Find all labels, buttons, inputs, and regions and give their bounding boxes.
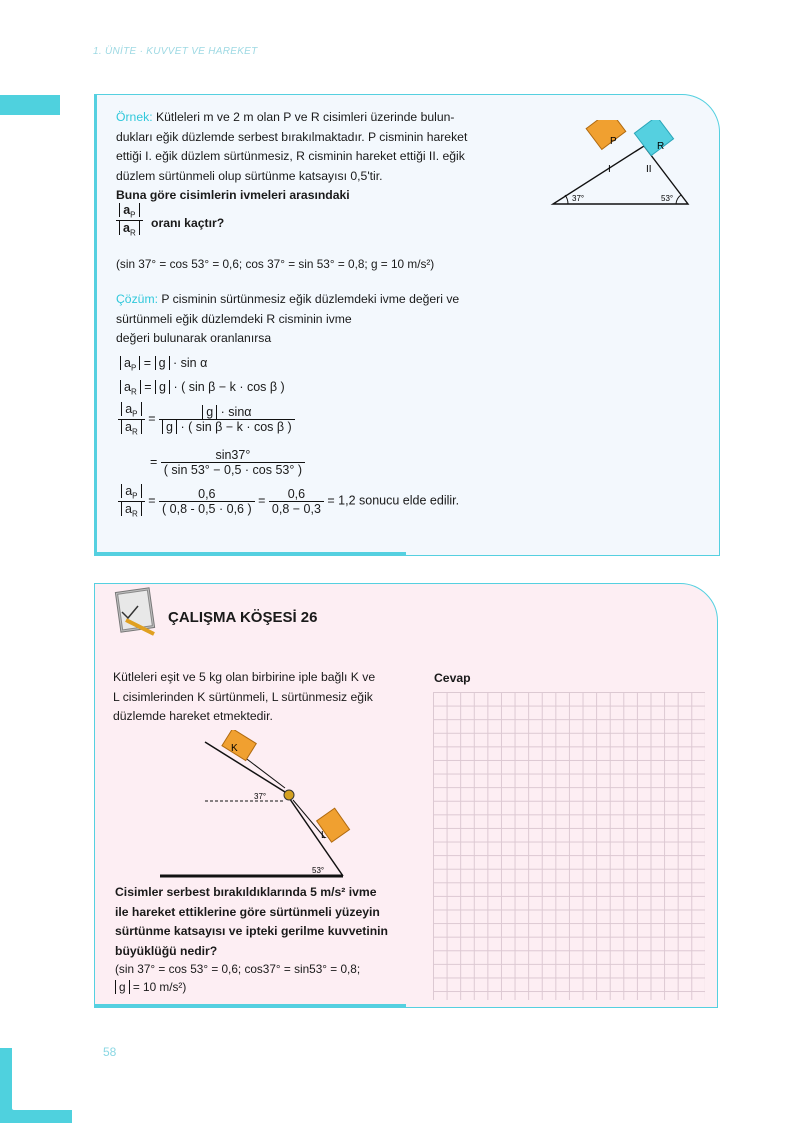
solution-label: Çözüm:: [116, 292, 158, 306]
eq-2-rhs: · ( sin β − k · cos β ): [173, 380, 285, 394]
exercise-title: ÇALIŞMA KÖŞESİ 26: [168, 609, 318, 626]
example-question-2: oranı kaçtır?: [151, 216, 225, 230]
eq-3: [118, 402, 295, 436]
example-question: Buna göre cisimlerin ivmeleri arasındaki: [116, 188, 350, 202]
solution-line: P cisminin sürtünmesiz eğik düzlemdeki ivme değeri ve: [158, 292, 460, 306]
sym-g: g: [155, 356, 170, 370]
solution-line: değeri bulunarak oranlanırsa: [116, 331, 272, 345]
exercise-given-2: [115, 978, 186, 998]
example-given: (sin 37° = cos 53° = 0,6; cos 37° = sin 53° = 0,8; g = 10 m/s²): [116, 257, 435, 271]
block-l-label: L: [321, 830, 327, 841]
sym-a: a: [125, 402, 133, 416]
example-line: ettiği I. eğik düzlem sürtünmesiz, R cisminin hareket ettiği II. eğik: [116, 149, 465, 163]
eq-5-num-1: 0,6: [198, 486, 216, 501]
equals: =: [150, 454, 158, 469]
sub-p: P: [130, 363, 137, 373]
eq-5-tail: = 1,2 sonucu elde edilir.: [327, 493, 460, 508]
eq-4-den: ( sin 53° − 0,5 · cos 53° ): [161, 462, 305, 477]
sym-g: g: [162, 420, 177, 434]
sym-a: a: [124, 380, 131, 394]
solution-text: [116, 290, 516, 349]
exercise-q-line: ile hareket ettiklerine göre sürtünmeli yüzeyin: [115, 904, 380, 919]
exercise-line: Kütleleri eşit ve 5 kg olan birbirine iple bağlı K ve: [113, 670, 376, 684]
exercise-q-line: büyüklüğü nedir?: [115, 943, 218, 958]
eq-5-den-2: 0,8 − 0,3: [269, 501, 324, 516]
sub-r: R: [131, 509, 138, 518]
side-1-label: I: [608, 164, 611, 175]
sub-p: P: [132, 409, 138, 419]
eq-3-den: · ( sin β − k · cos β ): [180, 419, 292, 434]
exercise-question: [115, 883, 425, 961]
sym-g: g: [155, 380, 170, 394]
eq-5-num-2: 0,6: [287, 486, 306, 501]
sub-p: P: [132, 491, 138, 501]
eq-5-den-1: ( 0,8 - 0,5 · 0,6 ): [159, 501, 255, 516]
equals: =: [148, 493, 156, 508]
ratio-fraction: $\frac{a_P}{a_R}$: [116, 203, 143, 237]
example-line: dukları eğik düzlemde serbest bırakılmaktadır. P cisminin hareket: [116, 129, 468, 144]
equals: =: [258, 493, 266, 508]
side-2-label: II: [646, 164, 652, 175]
example-label: Örnek:: [116, 110, 153, 124]
sym-g: g: [202, 405, 217, 419]
notebook-pencil-icon: [112, 586, 160, 638]
eq-1: [120, 356, 207, 373]
equals: =: [143, 356, 152, 370]
exercise-q-line: Cisimler serbest bırakıldıklarında 5 m/s² ivme: [115, 885, 377, 899]
eq-3-num: · sinα: [220, 404, 252, 419]
sym-a: a: [125, 419, 132, 434]
sym-g: g: [115, 980, 130, 994]
sym-a: a: [124, 356, 131, 370]
exercise-line: L cisimlerinden K sürtünmeli, L sürtünmesiz eğik: [113, 689, 373, 704]
answer-grid: [433, 692, 705, 1000]
exercise-box-bar: [94, 1004, 406, 1008]
exercise-line: düzlemde hareket etmektedir.: [113, 709, 273, 723]
solution-line: sürtünmeli eğik düzlemdeki R cisminin ivme: [116, 311, 352, 326]
incline-figure-1: [548, 120, 698, 212]
block-k-label: K: [231, 743, 238, 754]
block-p-label: P: [610, 136, 617, 147]
block-r-label: R: [657, 141, 665, 152]
sub-r: R: [131, 427, 138, 436]
eq-1-rhs: · sin α: [173, 356, 208, 370]
exercise-given-2-text: = 10 m/s²): [132, 980, 187, 994]
answer-label: Cevap: [434, 671, 471, 685]
equals: =: [144, 380, 152, 394]
eq-4-num: sin37°: [215, 448, 251, 462]
exercise-text: [113, 668, 413, 727]
angle-bottom-label: 53°: [312, 866, 325, 875]
sub-p: P: [130, 210, 136, 220]
angle-right-label: 53°: [661, 194, 674, 203]
eq-5: [118, 484, 459, 518]
equals: =: [148, 411, 156, 426]
example-box-bar: [94, 552, 406, 556]
eq-4: [150, 448, 305, 477]
sub-r: R: [129, 228, 136, 237]
incline-figure-2: [155, 730, 355, 880]
exercise-given-1: (sin 37° = cos 53° = 0,6; cos37° = sin53° = 0,8;: [115, 962, 361, 976]
example-line: düzlem sürtünmeli olup sürtünme katsayısı 0,5'tir.: [116, 168, 383, 183]
exercise-q-line: sürtünme katsayısı ve ipteki gerilme kuvvetinin: [115, 924, 388, 938]
angle-left-label: 37°: [572, 194, 585, 203]
angle-top-label: 37°: [254, 792, 267, 801]
sub-r: R: [130, 387, 137, 397]
example-text: [116, 108, 516, 206]
sym-a: a: [125, 484, 133, 498]
unit-title: 1. ÜNİTE · KUVVET VE HAREKET: [93, 46, 258, 57]
page-corner-decoration: [0, 1048, 72, 1123]
side-tab: [0, 95, 60, 115]
example-line: Kütleleri m ve 2 m olan P ve R cisimleri üzerinde bulun-: [152, 110, 455, 124]
sym-a: a: [125, 501, 132, 516]
eq-2: [120, 380, 285, 397]
page-number: 58: [103, 1045, 117, 1059]
